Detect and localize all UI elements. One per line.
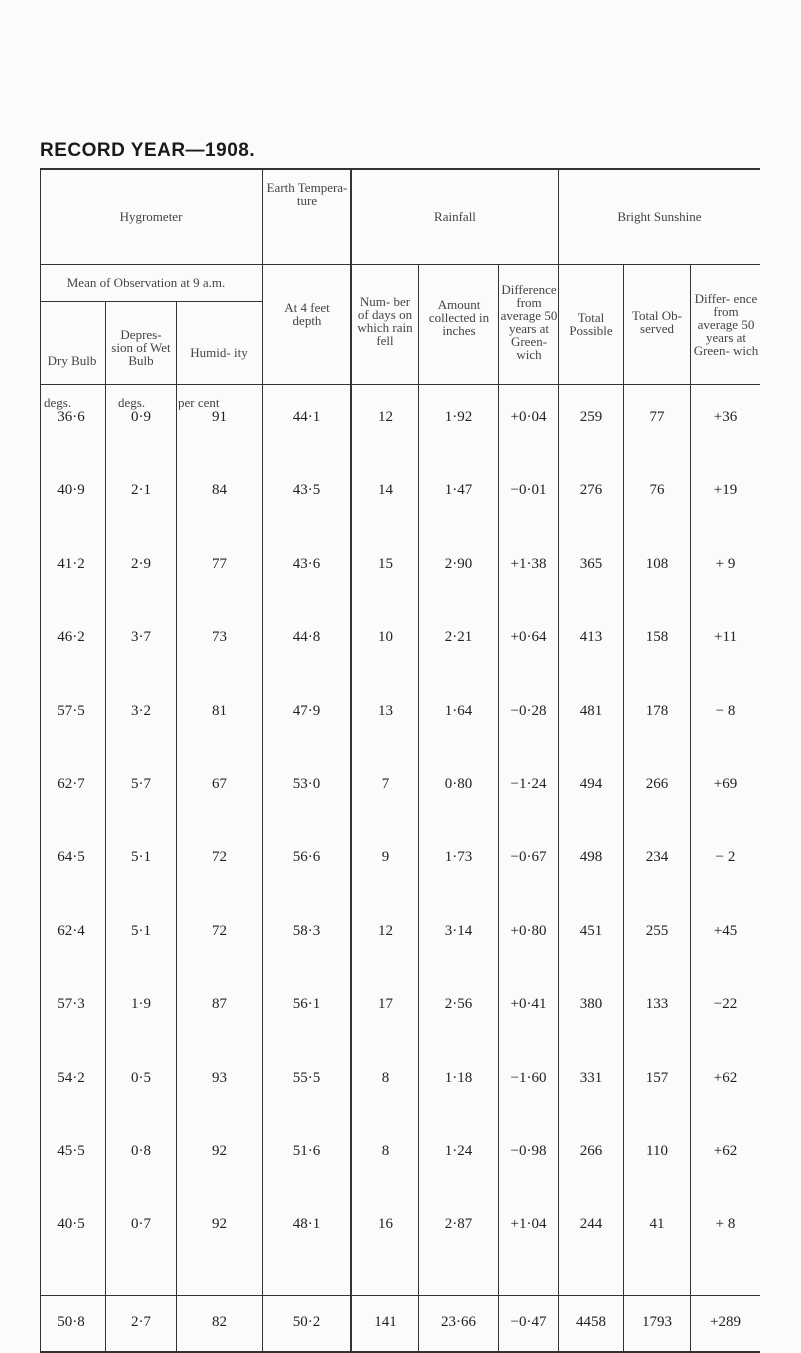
cell-rain-amount: 2·21 [444,629,473,646]
total-dry-bulb: 50·8 [57,1314,85,1330]
cell-total-possible: 276 [579,482,603,499]
cell-sun-difference: +11 [714,629,737,646]
header-rainfall: Rainfall [434,208,476,224]
total-rain-difference: −0·47 [510,1314,547,1330]
col-rule-9 [690,264,691,1351]
cell-total-observed: 41 [649,1216,665,1233]
header-sun-difference: Differ- ence from average 50 years at Green- wich [693,290,759,358]
cell-total-possible: 331 [579,1069,603,1086]
totals-rule [40,1295,760,1296]
cell-humidity: 72 [212,849,227,866]
total-depression: 2·7 [131,1314,151,1330]
cell-dry-bulb: 36·6 [57,409,85,425]
total-total-observed: 1793 [642,1314,672,1330]
header-humidity: Humid- ity [190,344,248,360]
header-amount-collected: Amount collected in inches [428,296,490,338]
col-rule-1 [105,301,106,1351]
cell-rain-days: 15 [378,555,393,572]
cell-dry-bulb: 45·5 [57,1143,85,1159]
cell-total-possible: 259 [579,409,603,425]
cell-rain-difference: −0·01 [510,482,547,499]
total-rain-days: 141 [374,1314,397,1330]
cell-humidity: 67 [212,776,227,792]
cell-dry-bulb: 40·9 [57,482,85,499]
cell-depression: 0·8 [131,1143,151,1159]
cell-dry-bulb: 57·3 [57,996,85,1013]
cell-total-observed: 178 [645,702,669,719]
total-humidity: 82 [212,1314,227,1330]
unit-dry-bulb: degs. [44,395,72,410]
col-rule-8 [623,264,624,1351]
cell-total-observed: 133 [645,996,669,1013]
cell-rain-amount: 1·24 [444,1143,473,1159]
col-rule-2 [176,301,177,1351]
header-number-of-days: Num- ber of days on which rain fell [357,294,413,348]
cell-humidity: 84 [212,482,227,499]
header-total-possible: Total Possible [569,310,613,338]
header-bottom-rule [40,384,760,385]
cell-rain-days: 10 [378,629,393,646]
cell-total-observed: 157 [645,1069,669,1086]
cell-rain-days: 13 [378,702,393,719]
cell-sun-difference: +69 [713,776,738,792]
cell-rain-days: 12 [378,409,393,425]
cell-depression: 3·2 [131,702,151,719]
cell-total-observed: 76 [649,482,665,499]
cell-rain-days: 16 [378,1216,393,1233]
cell-total-possible: 481 [579,702,603,719]
cell-rain-difference: +0·80 [510,922,547,939]
cell-total-possible: 413 [579,629,603,646]
cell-humidity: 73 [212,629,227,646]
col-rule-7 [558,168,559,1353]
cell-total-observed: 255 [645,922,669,939]
cell-rain-difference: +0·04 [510,409,547,425]
cell-rain-amount: 1·47 [444,482,473,499]
weather-table [40,168,760,1353]
cell-total-possible: 380 [579,996,603,1013]
cell-rain-days: 17 [378,996,393,1013]
cell-earth-temp: 43·5 [292,482,321,499]
cell-rain-difference: −0·67 [510,849,547,866]
cell-total-possible: 266 [579,1143,603,1159]
cell-total-possible: 365 [579,555,603,572]
cell-depression: 2·9 [131,555,151,572]
cell-earth-temp: 44·8 [292,629,321,646]
total-total-possible: 4458 [576,1314,606,1330]
header-bright-sunshine: Bright Sunshine [617,208,702,224]
total-sun-difference: +289 [710,1314,741,1330]
cell-dry-bulb: 57·5 [57,702,85,719]
cell-humidity: 72 [212,922,227,939]
cell-total-possible: 451 [579,922,603,939]
cell-rain-difference: −1·60 [510,1069,547,1086]
cell-rain-amount: 3·14 [444,922,473,939]
cell-humidity: 92 [212,1216,227,1233]
cell-total-observed: 108 [645,555,669,572]
cell-sun-difference: + 9 [715,555,736,572]
cell-depression: 5·1 [131,849,151,866]
header-total-observed: Total Ob- served [632,308,682,336]
cell-humidity: 92 [212,1143,227,1159]
cell-rain-amount: 0·80 [444,776,473,792]
cell-depression: 3·7 [131,629,151,646]
group-header-rule [40,264,760,265]
cell-rain-days: 8 [381,1069,390,1086]
header-hygrometer: Hygrometer [119,208,183,224]
cell-earth-temp: 58·3 [292,922,321,939]
cell-depression: 0·7 [131,1216,151,1233]
cell-humidity: 93 [212,1069,227,1086]
cell-sun-difference: +36 [713,409,738,425]
cell-sun-difference: − 2 [715,849,736,866]
cell-earth-temp: 48·1 [292,1216,321,1233]
cell-total-observed: 77 [649,409,665,425]
cell-rain-difference: +0·41 [510,996,547,1013]
cell-earth-temp: 51·6 [292,1143,321,1159]
cell-dry-bulb: 40·5 [57,1216,85,1233]
cell-earth-temp: 43·6 [292,555,321,572]
cell-rain-days: 7 [381,776,390,792]
cell-rain-amount: 2·87 [444,1216,473,1233]
cell-rain-difference: +1·04 [510,1216,547,1233]
cell-rain-difference: −0·98 [510,1143,547,1159]
cell-sun-difference: + 8 [715,1216,736,1233]
cell-humidity: 87 [212,996,227,1013]
header-at-4-feet: At 4 feet depth [284,300,330,328]
cell-total-possible: 494 [579,776,603,792]
left-border [40,168,41,1353]
page-title: RECORD YEAR—1908. [40,140,256,161]
cell-dry-bulb: 62·4 [57,922,85,939]
cell-rain-difference: +0·64 [510,629,547,646]
col-rule-5 [418,264,419,1351]
cell-dry-bulb: 62·7 [57,776,85,792]
cell-sun-difference: +62 [713,1143,738,1159]
cell-earth-temp: 56·6 [292,849,321,866]
cell-rain-days: 12 [378,922,393,939]
cell-earth-temp: 56·1 [292,996,321,1013]
total-earth-temp: 50·2 [292,1314,321,1330]
cell-sun-difference: −22 [713,996,738,1013]
cell-dry-bulb: 64·5 [57,849,85,866]
unit-depression: degs. [118,395,146,410]
cell-dry-bulb: 41·2 [57,555,85,572]
cell-earth-temp: 47·9 [292,702,321,719]
cell-rain-amount: 1·18 [444,1069,473,1086]
cell-rain-days: 8 [381,1143,390,1159]
header-dry-bulb: Dry Bulb [47,352,97,368]
cell-sun-difference: +62 [713,1069,738,1086]
cell-rain-amount: 2·56 [444,996,473,1013]
col-rule-3 [262,168,263,1353]
cell-depression: 0·9 [131,409,151,425]
cell-rain-days: 14 [378,482,393,499]
col-rule-4 [350,168,352,1353]
cell-total-observed: 158 [645,629,669,646]
cell-sun-difference: − 8 [715,702,736,719]
cell-humidity: 91 [212,409,227,425]
cell-sun-difference: +45 [713,922,738,939]
cell-dry-bulb: 54·2 [57,1069,85,1086]
header-rain-difference: Difference from average 50 years at Green- wich [500,282,558,362]
cell-rain-amount: 1·92 [444,409,473,425]
cell-humidity: 81 [212,702,227,719]
cell-total-possible: 244 [579,1216,603,1233]
cell-earth-temp: 55·5 [292,1069,321,1086]
cell-total-possible: 498 [579,849,603,866]
cell-rain-difference: +1·38 [510,555,547,572]
cell-earth-temp: 44·1 [292,409,321,425]
cell-depression: 0·5 [131,1069,151,1086]
header-mean-observation: Mean of Observation at 9 a.m. [66,274,226,290]
cell-rain-difference: −1·24 [510,776,547,792]
cell-depression: 2·1 [131,482,151,499]
cell-total-observed: 110 [646,1143,668,1159]
hygrometer-sub-rule [40,301,262,302]
cell-rain-amount: 1·73 [444,849,473,866]
cell-depression: 5·1 [131,922,151,939]
cell-total-observed: 266 [645,776,669,792]
cell-rain-difference: −0·28 [510,702,547,719]
cell-humidity: 77 [212,555,227,572]
cell-dry-bulb: 46·2 [57,629,85,646]
cell-rain-amount: 2·90 [444,555,473,572]
cell-total-observed: 234 [645,849,669,866]
cell-rain-amount: 1·64 [444,702,473,719]
col-rule-6 [498,264,499,1351]
cell-earth-temp: 53·0 [292,776,321,792]
cell-rain-days: 9 [381,849,390,866]
header-earth-temperature: Earth Tempera- ture [266,180,348,208]
cell-depression: 5·7 [131,776,151,792]
total-rain-amount: 23·66 [441,1314,476,1330]
header-depression-wet-bulb: Depres- sion of Wet Bulb [111,326,171,368]
cell-sun-difference: +19 [713,482,738,499]
cell-depression: 1·9 [131,996,151,1013]
unit-humidity: per cent [178,395,220,410]
